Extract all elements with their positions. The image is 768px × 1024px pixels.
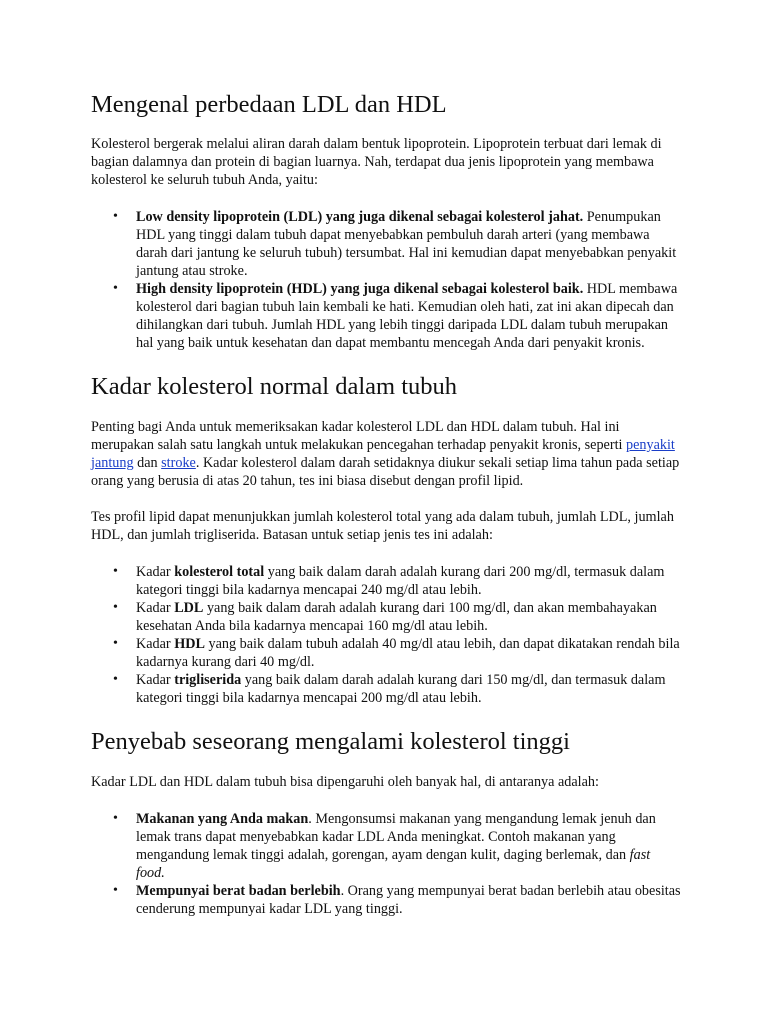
list-item-ldl	[91, 208, 681, 280]
checkup-text-a: Penting bagi Anda untuk memeriksakan kadar kolesterol LDL dan HDL dalam tubuh. Hal ini merupakan salah satu langkah untuk melakukan pencegahan terhadap penyakit kronis, seperti	[91, 419, 626, 453]
ldl-term: Low density lipoprotein (LDL) yang juga dikenal sebagai kolesterol jahat.	[136, 209, 584, 225]
triglyceride-text: yang baik dalam darah adalah kurang dari 150 mg/dl, dan termasuk dalam kategori tinggi bila kadarnya mencapai 200 mg/dl atau lebih.	[136, 672, 666, 706]
item-prefix: Kadar	[136, 672, 175, 688]
stroke-link[interactable]: stroke	[161, 455, 196, 471]
lipoprotein-list	[91, 208, 681, 352]
ldl-level-term: LDL	[174, 600, 204, 616]
article	[91, 88, 681, 918]
list-item-food	[91, 810, 681, 882]
list-item-hdl	[91, 280, 681, 352]
hdl-level-term: HDL	[174, 636, 205, 652]
triglyceride-term: trigliserida	[174, 672, 242, 688]
ldl-level-text: yang baik dalam darah adalah kurang dari 100 mg/dl, dan akan membahayakan kesehatan Anda bila kadarnya mencapai 160 mg/dl atau lebih.	[136, 600, 657, 634]
food-term: Makanan yang Anda makan	[136, 811, 309, 827]
total-cholesterol-term: kolesterol total	[174, 564, 265, 580]
item-prefix: Kadar	[136, 564, 175, 580]
ldl-description: Penumpukan HDL yang tinggi dalam tubuh dapat menyebabkan pembuluh darah arteri (yang membawa darah dari jantung ke seluruh tubuh) tersumbat. Hal ini kemudian dapat menyebabkan penyakit jantung atau stroke.	[136, 209, 677, 279]
list-item-ldl-level	[91, 599, 681, 635]
cholesterol-levels-list	[91, 563, 681, 707]
checkup-paragraph	[91, 418, 681, 490]
list-item-hdl-level	[91, 635, 681, 671]
overweight-term: Mempunyai berat badan berlebih	[136, 883, 341, 899]
heart-disease-link[interactable]: penyakit jantung	[91, 437, 675, 471]
list-item-overweight	[91, 882, 681, 918]
list-item-total-cholesterol	[91, 563, 681, 599]
causes-list	[91, 810, 681, 918]
total-cholesterol-text: yang baik dalam darah adalah kurang dari 200 mg/dl, termasuk dalam kategori tinggi bila kadarnya mencapai 240 mg/dl atau lebih.	[136, 564, 665, 598]
hdl-description: HDL membawa kolesterol dari bagian tubuh lain kembali ke hati. Kemudian oleh hati, zat ini akan dipecah dan dihilangkan dari tubuh. Jumlah HDL yang lebih tinggi daripada LDL dalam tubuh merupakan hal yang baik untuk kesehatan dan dapat membantu mencegah Anda dari penyakit kronis.	[136, 281, 678, 351]
item-prefix: Kadar	[136, 600, 175, 616]
hdl-term: High density lipoprotein (HDL) yang juga dikenal sebagai kolesterol baik.	[136, 281, 584, 297]
causes-intro: Kadar LDL dan HDL dalam tubuh bisa dipengaruhi oleh banyak hal, di antaranya adalah:	[91, 774, 599, 790]
heading-ldl-hdl: Mengenal perbedaan LDL dan HDL	[91, 91, 447, 118]
overweight-text: . Orang yang mempunyai berat badan berlebih atau obesitas cenderung mempunyai kadar LDL yang tinggi.	[136, 883, 681, 917]
heading-normal-levels: Kadar kolesterol normal dalam tubuh	[91, 373, 458, 400]
list-item-triglyceride	[91, 671, 681, 707]
hdl-level-text: yang baik dalam tubuh adalah 40 mg/dl atau lebih, dan dapat dikatakan rendah bila kadarnya kurang dari 40 mg/dl.	[136, 636, 680, 670]
fast-food-term: fast food.	[136, 847, 651, 881]
checkup-text-c: . Kadar kolesterol dalam darah setidaknya diukur sekali setiap lima tahun pada setiap orang yang berusia di atas 20 tahun, tes ini biasa disebut dengan profil lipid.	[91, 455, 680, 489]
lipid-profile-paragraph: Tes profil lipid dapat menunjukkan jumlah kolesterol total yang ada dalam tubuh, jumlah LDL, jumlah HDL, dan jumlah trigliserida. Batasan untuk setiap jenis tes ini adalah:	[91, 509, 674, 543]
food-text: . Mengonsumsi makanan yang mengandung lemak jenuh dan lemak trans dapat menyebabkan kadar LDL Anda meningkat. Contoh makanan yang mengandung lemak tinggi adalah, gorengan, ayam dengan kulit, daging berlemak, dan	[136, 811, 656, 863]
checkup-text-b: dan	[133, 455, 162, 471]
intro-paragraph: Kolesterol bergerak melalui aliran darah dalam bentuk lipoprotein. Lipoprotein terbuat dari lemak di bagian dalamnya dan protein di bagian luarnya. Nah, terdapat dua jenis lipoprotein yang membawa kolesterol ke seluruh tubuh Anda, yaitu:	[91, 136, 662, 188]
item-prefix: Kadar	[136, 636, 175, 652]
heading-causes: Penyebab seseorang mengalami kolesterol tinggi	[91, 728, 570, 755]
